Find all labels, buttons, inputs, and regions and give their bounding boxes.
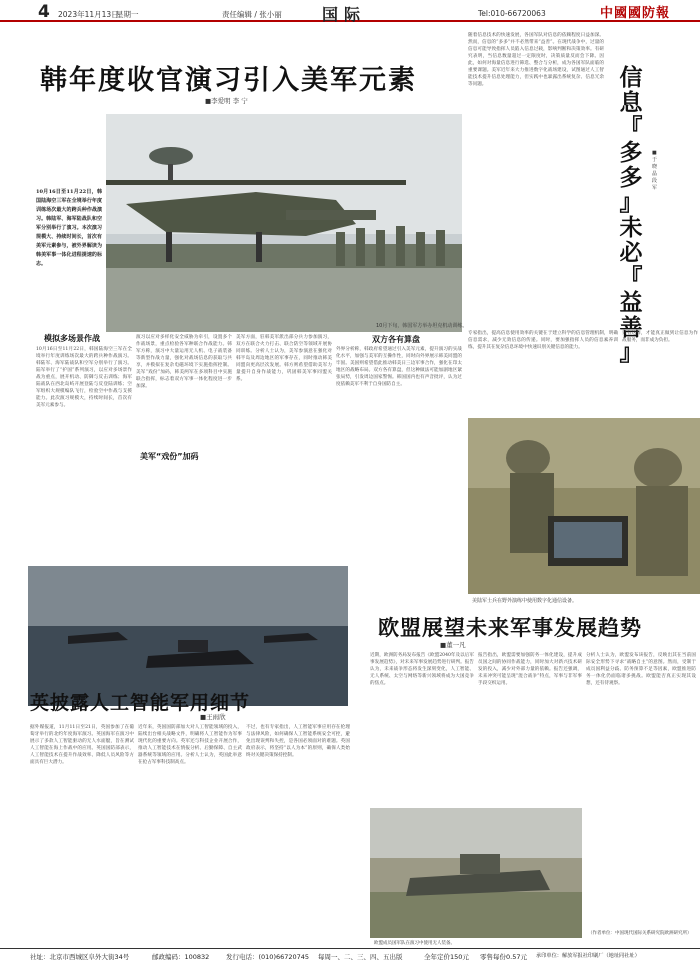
article4-photo bbox=[370, 808, 582, 938]
article1-byline: ■李爱明 李 宁 bbox=[205, 97, 248, 105]
article2-title-char: 未 bbox=[619, 215, 643, 241]
section-title: 国际 bbox=[322, 5, 367, 24]
article3-byline: ■王雨欣 bbox=[200, 713, 226, 721]
article2-body-right: 只有这样，才能真正做到让信息为作战服务，而非成为负担。 bbox=[622, 331, 698, 343]
article1-subhead-1: 模拟多场景作战 bbox=[44, 334, 100, 343]
article1-photo-caption: 10月下旬，韩国军方举办坦克机动训练。 bbox=[376, 323, 468, 329]
article2-title-char: 信 bbox=[619, 65, 643, 91]
article2-title-char: 』 bbox=[619, 340, 643, 366]
article2-title-char: 』 bbox=[619, 190, 643, 216]
footer-address: 社址：北京市西城区阜外大街34号 bbox=[30, 953, 130, 961]
article1-body-col3: 美军方面，驻韩美军派出部分兵力参加演习，双方在联合火力打击、联合防空等领域开展协同训练。分析人士认为，美军参演意在强化对韩半岛及周边地区的军事存在，同时推动韩美同盟向更高层次发展。韩方则希望借助美军力量提升自身作战能力，巩固韩美军事同盟关系。 bbox=[236, 335, 332, 382]
article3-body-col2: 近年来，英国国防部加大对人工智能领域的投入，陆续出台相关战略文件，明确将人工智能作为军事现代化的重要方向。英军还与科技企业开展合作，推动人工智能技术在情报分析、后勤保障、自主武器系统等领域的应用。分析人士认为，英国此举意在抢占军事科技制高点。 bbox=[138, 725, 242, 765]
article3-title: 英披露人工智能军用细节 bbox=[30, 692, 251, 714]
article2-title-char: 益 bbox=[619, 290, 643, 316]
article2-title-char: 善 bbox=[619, 315, 643, 341]
article2-byline: ■于晓晶 段 军 bbox=[652, 150, 658, 191]
article4-body-col3: 分析人士认为，欧盟发布该报告，反映出其在当前国际安全形势下寻求“战略自主”的意图。然而，受制于成员国利益分歧、防务预算不足等因素，欧盟推进防务一体化仍面临诸多挑战。欧盟能否真正实现其设想，还有待观察。 bbox=[586, 653, 696, 686]
article4-author-note: （作者单位：中国现代国际关系研究院欧洲研究所） bbox=[588, 931, 692, 936]
page-number: 4 bbox=[38, 2, 50, 22]
footer-price-issue: 零售每份0.57元 bbox=[480, 953, 527, 961]
article1-photo bbox=[106, 114, 462, 332]
article4-body-col2: 报告指出，欧盟需要加强防务一体化建设，提升成员国之间的协同作战能力，同时加大对新兴技术研发的投入，减少对外部力量的依赖。报告还强调，未来冲突可能呈现“混合战争”特点，军事与非军事手段交织运用。 bbox=[478, 653, 582, 686]
footer-zip: 邮政编码：100832 bbox=[152, 953, 210, 961]
article1-body-col4: 外界分析称，韩政府希望通过引入美军元素，提升演习的实战化水平，加强与美军的互操作性，同时向外界展示韩美同盟的牢固。美国则希望借此推动韩美日三边军事合作，强化在印太地区的战略布局。双方各有算盘，但这种做法可能加剧地区紧张局势，引发周边国家警惕。韩国国内也有声音批评，认为过度依赖美军不利于自身国防自主。 bbox=[336, 347, 462, 387]
article1-subhead-3: 双方各有算盘 bbox=[372, 335, 420, 344]
article2-photo bbox=[468, 418, 700, 594]
footer-price-year: 全年定价150元 bbox=[424, 953, 469, 961]
issue-weekday: 星期一 bbox=[116, 10, 139, 19]
article2-title-char: 多 bbox=[619, 140, 643, 166]
article2-body-top: 随着信息技术的快速发展，各国军队对信息的依赖程度日益加深。然而，信息的“多多”并不必然带来“益善”。在现代战争中，过量的信息可能导致指挥人员陷入信息过载，影响判断和决策效率。有研究表明，当信息数量超过一定限度时，决策质量反而会下降。因此，如何对海量信息进行筛选、整合与分析，成为各国军队面临的重要课题。美军近年来大力推进数字化战场建设，试图通过人工智能技术提升信息处理能力，但实践中也暴露出系统复杂、信息冗余等问题。 bbox=[468, 33, 604, 87]
article2-title-char: 必 bbox=[619, 240, 643, 266]
footer-issue-phone: 发行电话：(010)66720745 bbox=[226, 953, 310, 961]
footer-schedule: 每周一、二、三、四、五出版 bbox=[318, 953, 403, 961]
article1-subhead-2: 美军“戏份”加码 bbox=[140, 452, 199, 461]
article3-body-col1: 据外媒报道，11月11日至21日，英国参加了在葡萄牙举行的北约年度海军演习。英国海军在演习中展示了多款人工智能驱动的无人水面艇，旨在测试人工智能在海上作战中的应用。英国国防部表示，人工智能技术在提升作战效率、降低人员风险等方面具有巨大潜力。 bbox=[30, 725, 134, 765]
article2-title-char: 多 bbox=[619, 165, 643, 191]
section-phone: Tel:010-66720063 bbox=[478, 9, 546, 18]
article1-body-col1: 10月16日至11月22日，韩国陆海空三军在全境举行年度训练场次最大的跨兵种作战演习。韩陆军、海军陆战队和空军分别举行了演习。陆军举行了“护国”系列演习，以应对多场景作战为重点，展开机动、防御与反击训练；海军陆战队在西北岛屿开展登陆与反登陆训练；空军组织大规模编队飞行，检验空中作战与支援能力。此次演习规模大，持续时间长，首次有美军元素参与。 bbox=[36, 347, 132, 408]
newspaper-logo: 中國國防報 bbox=[600, 6, 671, 21]
article2-body-mid: 专家指出，提高信息使用效率的关键在于建立科学的信息管理机制，明确信息需求，减少无效信息的传递。同时，要加强指挥人员的信息素养训练，提升其在复杂信息环境中快速识别关键信息的能力。 bbox=[468, 331, 618, 350]
article3-photo bbox=[28, 566, 348, 706]
article4-byline: ■董一凡 bbox=[440, 641, 466, 649]
article2-title-char: 『 bbox=[619, 115, 643, 141]
article2-title-char: 『 bbox=[619, 265, 643, 291]
footer bbox=[0, 948, 700, 962]
article4-title: 欧盟展望未来军事发展趋势 bbox=[378, 616, 642, 640]
article2-title bbox=[616, 66, 646, 366]
editor-credit: 责任编辑 / 张小丽 bbox=[222, 10, 282, 19]
article2-photo-caption: 美陆军士兵在野外演练中使用数字化通信设备。 bbox=[472, 598, 578, 604]
article2-title-char: 息 bbox=[619, 90, 643, 116]
article3-body-col3: 不过，也有专家指出，人工智能军事应用存在伦理与法律风险，如何确保人工智能系统安全可控，避免出现误判和失控，是各国必须面对的难题。英国政府表示，将坚持“以人为本”的原则，确保人类始终对关键决策保持控制。 bbox=[246, 725, 350, 758]
article4-body-col1: 近期，欧洲防务局发布报告《欧盟2040年及以后军事发展趋势》，对未来军事发展趋势进行研判。报告认为，未来战争形态将发生深刻变化，人工智能、无人系统、太空与网络等新兴领域将成为大国竞争的焦点。 bbox=[370, 653, 474, 686]
article1-body-col2: 演习以应对多样化安全威胁为牵引，设置多个作战场景，重点检验各军种联合作战能力。韩军方称，演习中大量运用无人机、电子战装备等新型作战力量，强化对战场信息的获取与共享，并模拟在复杂电磁环境下实施指挥控制。美军“戏份”加码，韩美两军在多项科目中实施联合指挥，标志着双方军事一体化程度进一步加深。 bbox=[136, 335, 232, 389]
issue-date: 2023年11月13日 bbox=[58, 10, 119, 19]
footer-printer: 承印单位：解放军报社印刷厂（地址同社址） bbox=[536, 953, 640, 959]
article1-title: 韩年度收官演习引入美军元素 bbox=[40, 65, 417, 96]
article1-lead: 10月16日至11月22日，韩国陆海空三军在全境举行年度训练场次最大的跨兵种作战演习。韩陆军、海军陆战队和空军分别举行了演习。本次演习规模大、持续时间长，首次有美军元素参与，被外界解读为韩美军事一体化进程提速的标志。 bbox=[36, 189, 102, 267]
article4-photo-caption: 欧盟成员国军队在演习中使用无人装备。 bbox=[374, 941, 455, 946]
